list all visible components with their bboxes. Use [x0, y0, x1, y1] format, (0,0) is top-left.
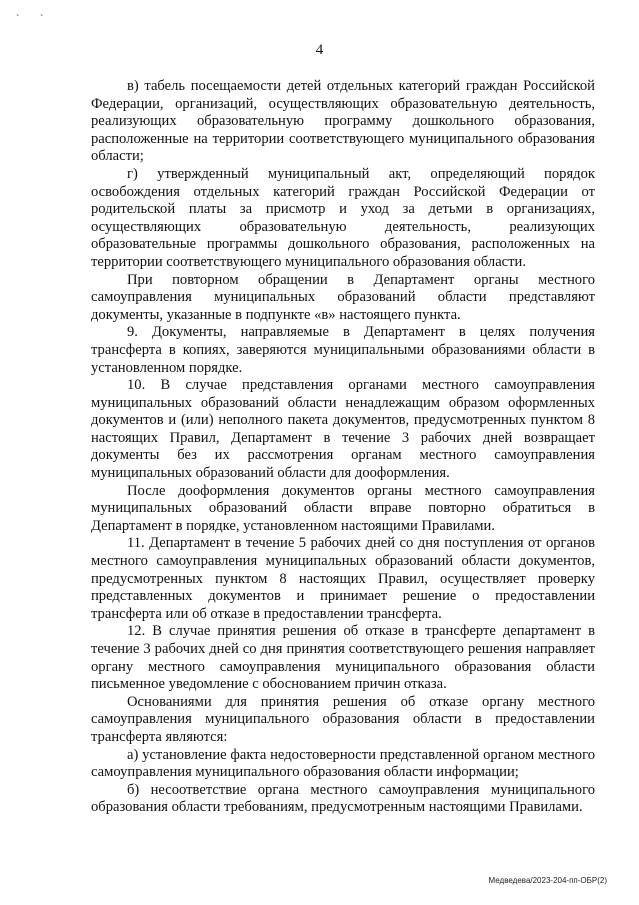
paragraph-resubmission: После дооформления документов органы местного самоуправления муниципальных образований области вправе повторно обратиться в Департамент в порядке, установленном настоящими Правилами.: [91, 482, 595, 534]
paragraph-item-g: г) утвержденный муниципальный акт, определяющий порядок освобождения отдельных категорий граждан Российской Федерации от родительской платы за присмотр и уход за детьми в организациях, осуществляющих образовательную деятельность, реализующих образовательные программы дошкольного образования, расположенных на территории соответствующего муниципального образования области.: [91, 165, 595, 270]
paragraph-clause-11: 11. Департамент в течение 5 рабочих дней со дня поступления от органов местного самоуправления муниципальных образований области документов, предусмотренных пунктом 8 настоящих Правил, осуществляет проверку представленных документов и принимает решение о предоставлении трансферта или об отказе в предоставлении трансферта.: [91, 535, 595, 622]
paragraph-item-v: в) табель посещаемости детей отдельных категорий граждан Российской Федерации, организаций, осуществляющих образовательную деятельность, реализующих образовательную программу дошкольного образования, расположенные на территории соответствующего муниципального образования области;: [91, 78, 595, 165]
paragraph-clause-9: 9. Документы, направляемые в Департамент в целях получения трансферта в копиях, заверяются муниципальными образованиями области в установленном порядке.: [91, 324, 595, 376]
document-body: [91, 78, 595, 817]
footer-document-code: Медведева/2023-204-пп-ОБР(2): [488, 876, 607, 885]
page-number: 4: [315, 42, 324, 58]
paragraph-repeat-request: При повторном обращении в Департамент органы местного самоуправления муниципальных образований области представляют документы, указанные в подпункте «в» настоящего пункта.: [91, 271, 595, 323]
paragraph-clause-10: 10. В случае представления органами местного самоуправления муниципальных образований области ненадлежащим образом оформленных документов и (или) неполного пакета документов, предусмотренных пунктом 8 настоящих Правил, Департамент в течение 3 рабочих дней возвращает документы без их рассмотрения органам местного самоуправления муниципальных образований области для дооформления.: [91, 377, 595, 482]
paragraph-ground-a: а) установление факта недостоверности представленной органом местного самоуправления муниципального образования области информации;: [91, 746, 595, 781]
scan-mark: `: [16, 14, 20, 25]
paragraph-refusal-grounds: Основаниями для принятия решения об отказе органу местного самоуправления муниципального образования области в предоставлении трансферта являются:: [91, 693, 595, 745]
paragraph-clause-12: 12. В случае принятия решения об отказе в трансферте департамент в течение 3 рабочих дней со дня принятия соответствующего решения направляет органу местного самоуправления муниципального образования области письменное уведомление с обоснованием причин отказа.: [91, 623, 595, 693]
scan-mark: `: [40, 14, 44, 25]
paragraph-ground-b: б) несоответствие органа местного самоуправления муниципального образования области требованиям, предусмотренным настоящими Правилами.: [91, 781, 595, 816]
